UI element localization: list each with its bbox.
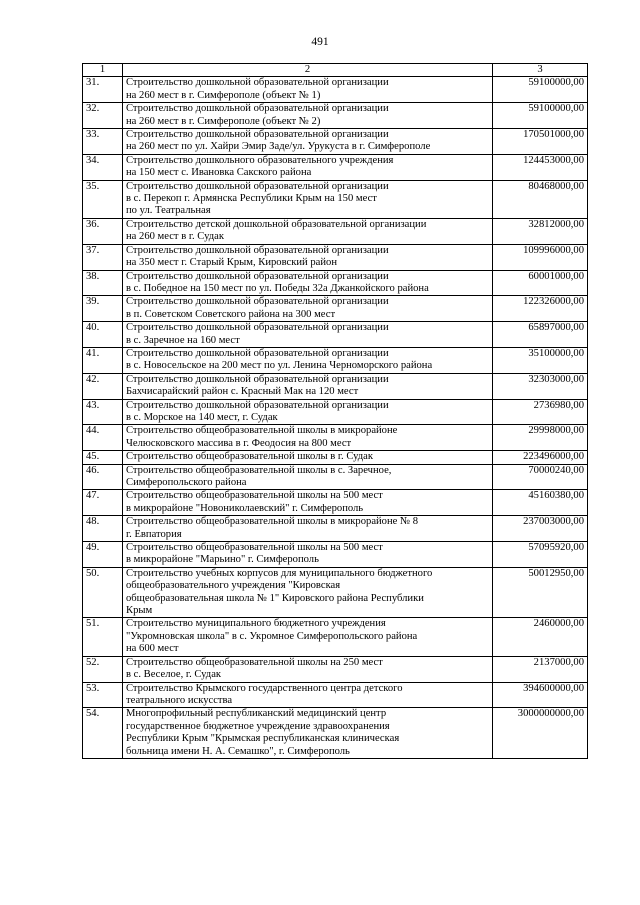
- column-header-number: 1: [83, 64, 123, 77]
- row-amount: 65897000,00: [493, 322, 588, 348]
- row-number: 48.: [83, 516, 123, 542]
- row-amount: 3000000000,00: [493, 708, 588, 759]
- row-amount: 59100000,00: [493, 77, 588, 103]
- row-number: 34.: [83, 154, 123, 180]
- row-description: Строительство Крымского государственного центра детского театрального искусства: [123, 682, 493, 708]
- table-row: [83, 296, 588, 322]
- row-number: 44.: [83, 425, 123, 451]
- row-description: Строительство дошкольного образовательного учреждения на 150 мест с. Ивановка Сакского района: [123, 154, 493, 180]
- page-number: 491: [311, 36, 329, 48]
- row-amount: 394600000,00: [493, 682, 588, 708]
- table-row: [83, 618, 588, 656]
- row-amount: 237003000,00: [493, 516, 588, 542]
- row-number: 50.: [83, 567, 123, 618]
- row-description: Строительство общеобразовательной школы в г. Судак: [123, 451, 493, 464]
- row-number: 53.: [83, 682, 123, 708]
- row-description: Строительство общеобразовательной школы в микрорайоне № 8 г. Евпатория: [123, 516, 493, 542]
- row-amount: 109996000,00: [493, 244, 588, 270]
- table-header-row: [83, 64, 588, 77]
- row-number: 46.: [83, 464, 123, 490]
- row-number: 42.: [83, 373, 123, 399]
- table-row: [83, 464, 588, 490]
- row-amount: 57095920,00: [493, 542, 588, 568]
- row-description: Строительство дошкольной образовательной организации в с. Новосельское на 200 мест по ул. Ленина Черноморского района: [123, 347, 493, 373]
- row-description: Строительство общеобразовательной школы на 250 мест в с. Веселое, г. Судак: [123, 656, 493, 682]
- table-row: [83, 516, 588, 542]
- row-number: 41.: [83, 347, 123, 373]
- row-number: 47.: [83, 490, 123, 516]
- row-number: 33.: [83, 129, 123, 155]
- column-header-description: 2: [123, 64, 493, 77]
- column-header-amount: 3: [493, 64, 588, 77]
- row-amount: 170501000,00: [493, 129, 588, 155]
- table-row: [83, 244, 588, 270]
- row-amount: 29998000,00: [493, 425, 588, 451]
- row-amount: 32812000,00: [493, 218, 588, 244]
- row-description: Строительство дошкольной образовательной организации на 260 мест в г. Симферополе (объект № 1): [123, 77, 493, 103]
- table-row: [83, 77, 588, 103]
- row-description: Строительство дошкольной образовательной организации на 260 мест по ул. Хайри Эмир Заде/ул. Урукуста в г. Симферополе: [123, 129, 493, 155]
- row-description: Строительство дошкольной образовательной организации Бахчисарайский район с. Красный Мак на 120 мест: [123, 373, 493, 399]
- table-row: [83, 347, 588, 373]
- row-number: 54.: [83, 708, 123, 759]
- table-row: [83, 567, 588, 618]
- row-amount: 223496000,00: [493, 451, 588, 464]
- row-amount: 45160380,00: [493, 490, 588, 516]
- row-amount: 2137000,00: [493, 656, 588, 682]
- table-row: [83, 154, 588, 180]
- row-description: Строительство дошкольной образовательной организации на 260 мест в г. Симферополе (объект № 2): [123, 103, 493, 129]
- row-number: 49.: [83, 542, 123, 568]
- row-description: Строительство общеобразовательной школы на 500 мест в микрорайоне "Марьино" г. Симферополь: [123, 542, 493, 568]
- row-description: Строительство муниципального бюджетного учреждения "Укромновская школа" в с. Укромное Симферопольского района на 600 мест: [123, 618, 493, 656]
- row-number: 32.: [83, 103, 123, 129]
- table-row: [83, 270, 588, 296]
- table-row: [83, 451, 588, 464]
- row-description: Строительство дошкольной образовательной организации в с. Перекоп г. Армянска Республики Крым на 150 мест по ул. Театральная: [123, 180, 493, 218]
- row-amount: 50012950,00: [493, 567, 588, 618]
- row-description: Строительство общеобразовательной школы в с. Заречное, Симферопольского района: [123, 464, 493, 490]
- row-description: Строительство общеобразовательной школы на 500 мест в микрорайоне "Новониколаевский" г. Симферополь: [123, 490, 493, 516]
- table-row: [83, 103, 588, 129]
- row-description: Строительство дошкольной образовательной организации в с. Морское на 140 мест, г. Судак: [123, 399, 493, 425]
- table-row: [83, 656, 588, 682]
- table-row: [83, 322, 588, 348]
- row-amount: 32303000,00: [493, 373, 588, 399]
- row-amount: 2736980,00: [493, 399, 588, 425]
- row-number: 36.: [83, 218, 123, 244]
- row-description: Строительство общеобразовательной школы в микрорайоне Челюсковского массива в г. Феодосия на 800 мест: [123, 425, 493, 451]
- table-row: [83, 425, 588, 451]
- row-number: 51.: [83, 618, 123, 656]
- table-row: [83, 129, 588, 155]
- table-row: [83, 399, 588, 425]
- table-row: [83, 373, 588, 399]
- row-description: Строительство дошкольной образовательной организации в с. Победное на 150 мест по ул. Победы 32а Джанкойского района: [123, 270, 493, 296]
- row-number: 43.: [83, 399, 123, 425]
- row-amount: 60001000,00: [493, 270, 588, 296]
- table-row: [83, 180, 588, 218]
- table-row: [83, 682, 588, 708]
- table-row: [83, 542, 588, 568]
- row-description: Многопрофильный республиканский медицинский центр государственное бюджетное учреждение здравоохранения Республики Крым "Крымская республиканская клиническая больница имени Н. А. Семашко", г. Симферополь: [123, 708, 493, 759]
- row-amount: 59100000,00: [493, 103, 588, 129]
- row-description: Строительство дошкольной образовательной организации в с. Заречное на 160 мест: [123, 322, 493, 348]
- table-row: [83, 218, 588, 244]
- row-number: 31.: [83, 77, 123, 103]
- row-description: Строительство детской дошкольной образовательной организации на 260 мест в г. Судак: [123, 218, 493, 244]
- table-row: [83, 708, 588, 759]
- row-description: Строительство дошкольной образовательной организации в п. Советском Советского района на 300 мест: [123, 296, 493, 322]
- row-number: 35.: [83, 180, 123, 218]
- row-amount: 124453000,00: [493, 154, 588, 180]
- row-number: 52.: [83, 656, 123, 682]
- row-amount: 70000240,00: [493, 464, 588, 490]
- row-description: Строительство учебных корпусов для муниципального бюджетного общеобразовательного учреждения "Кировская общеобразовательная школа № 1" Кировского района Республики Крым: [123, 567, 493, 618]
- table-row: [83, 490, 588, 516]
- row-amount: 35100000,00: [493, 347, 588, 373]
- row-amount: 122326000,00: [493, 296, 588, 322]
- row-amount: 80468000,00: [493, 180, 588, 218]
- row-number: 39.: [83, 296, 123, 322]
- row-number: 38.: [83, 270, 123, 296]
- row-number: 37.: [83, 244, 123, 270]
- row-number: 45.: [83, 451, 123, 464]
- row-description: Строительство дошкольной образовательной организации на 350 мест г. Старый Крым, Кировский район: [123, 244, 493, 270]
- row-number: 40.: [83, 322, 123, 348]
- budget-table: [82, 63, 588, 759]
- row-amount: 2460000,00: [493, 618, 588, 656]
